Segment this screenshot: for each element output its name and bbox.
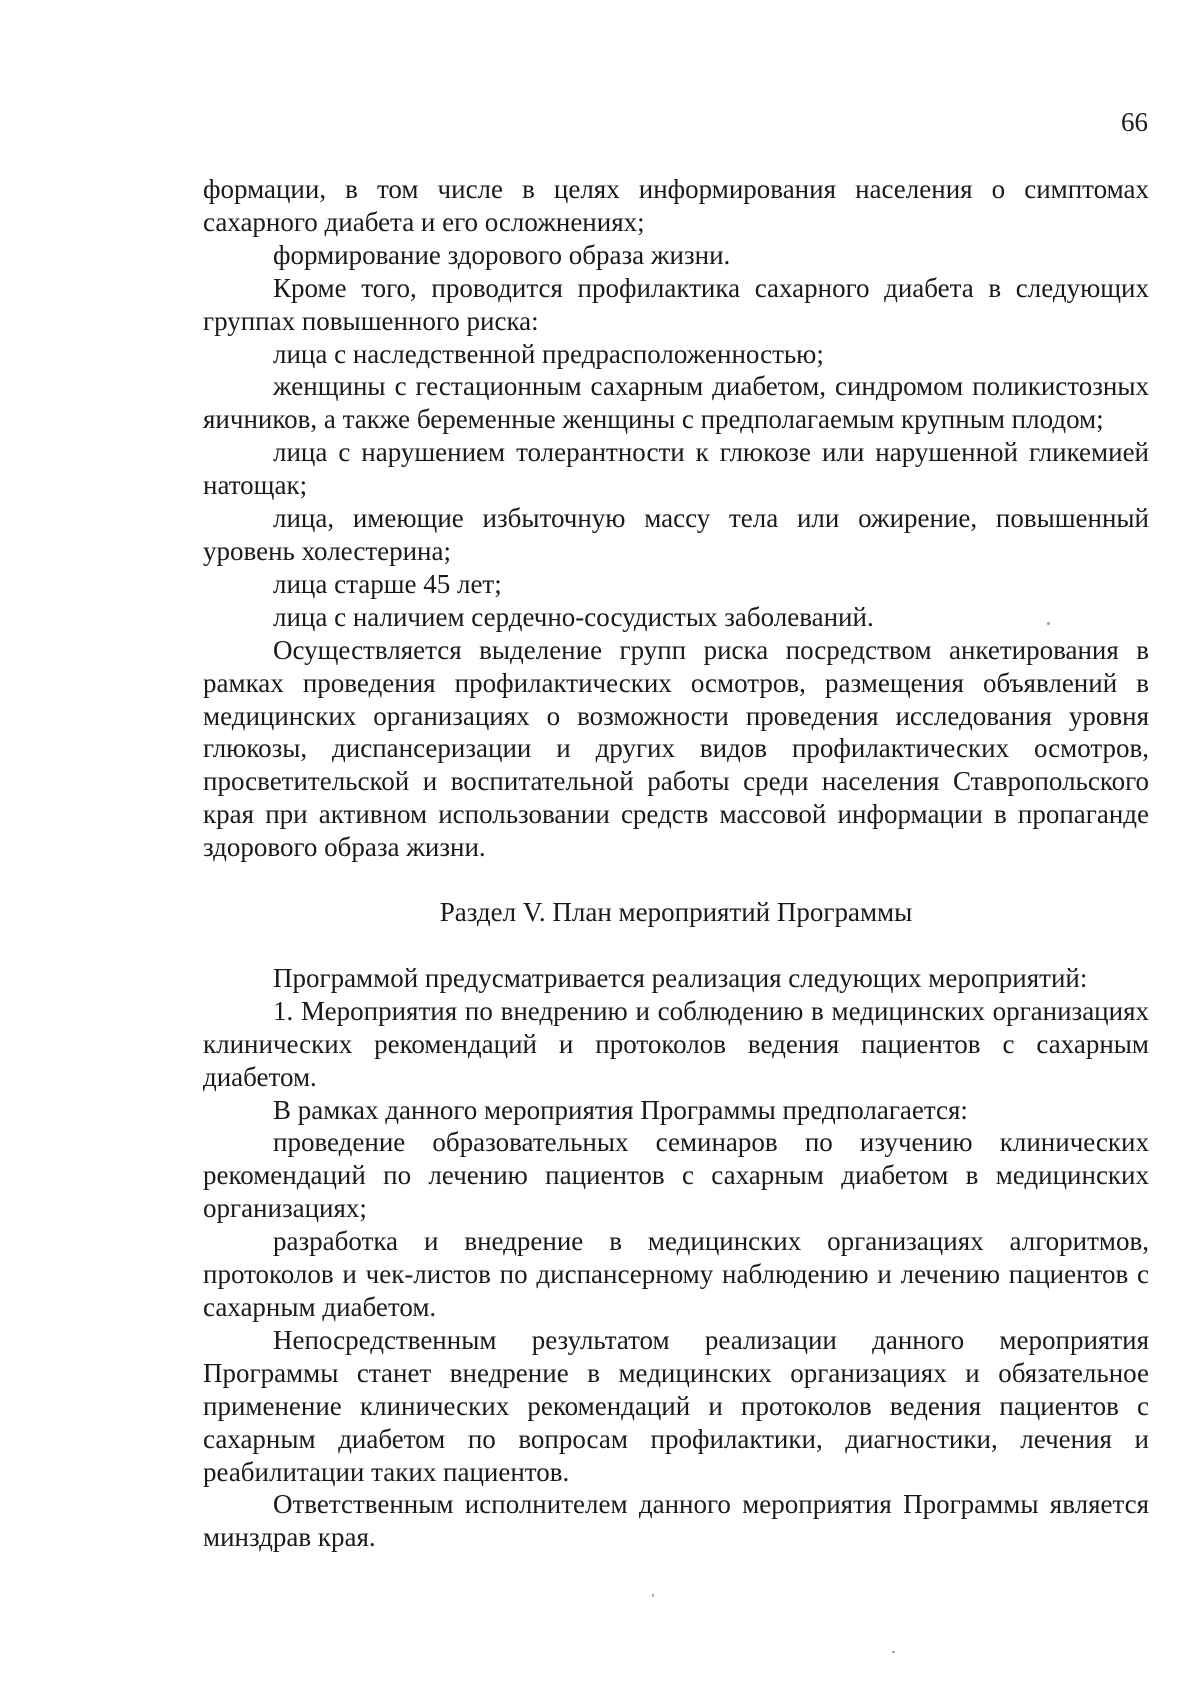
- paragraph: Ответственным исполнителем данного мероприятия Программы является минздрав края.: [203, 1489, 1149, 1553]
- page-number: 66: [1121, 107, 1148, 137]
- paragraphs-after-section: [203, 962, 1149, 1554]
- paragraphs-before-section: [203, 173, 1149, 864]
- paragraph: Кроме того, проводится профилактика сахарного диабета в следующих группах повышенного риска:: [203, 272, 1149, 336]
- paragraph: формирование здорового образа жизни.: [273, 239, 731, 270]
- paragraph: разработка и внедрение в медицинских организациях алгоритмов, протоколов и чек-листов по диспансерному наблюдению и лечению пациентов с сахарным диабетом.: [203, 1226, 1149, 1322]
- scan-speck: [892, 1651, 895, 1653]
- paragraph: Осуществляется выделение групп риска посредством анкетирования в рамках проведения профилактических осмотров, размещения объявлений в медицинских организациях о возможности проведения исследования уровня глюкозы, диспансеризации и других видов профилактических осмотров, просветительской и воспитательной работы среди населения Ставропольского края при активном использовании средств массовой информации в пропаганде здорового образа жизни.: [203, 634, 1149, 863]
- paragraph: лица старше 45 лет;: [273, 568, 502, 599]
- paragraph: формации, в том числе в целях информирования населения о симптомах сахарного диабета и его осложнениях;: [203, 174, 1149, 237]
- paragraph: женщины с гестационным сахарным диабетом, синдромом поликистозных яичников, а также беременные женщины с предполагаемым крупным плодом;: [203, 371, 1149, 435]
- paragraph: проведение образовательных семинаров по изучению клинических рекомендаций по лечению пациентов с сахарным диабетом в медицинских организациях;: [203, 1127, 1149, 1224]
- scan-speck: [1047, 622, 1050, 625]
- page-body: [203, 173, 1149, 1554]
- paragraph: лица с нарушением толерантности к глюкозе или нарушенной гликемией натощак;: [203, 437, 1149, 501]
- scan-speck: [652, 1594, 654, 1597]
- paragraph: Программой предусматривается реализация следующих мероприятий:: [273, 962, 1088, 993]
- section-heading: Раздел V. План мероприятий Программы: [439, 897, 913, 928]
- paragraph: 1. Мероприятия по внедрению и соблюдению в медицинских организациях клинических рекомендаций и протоколов ведения пациентов с сахарным диабетом.: [203, 995, 1149, 1092]
- paragraph: Непосредственным результатом реализации данного мероприятия Программы станет внедрение в медицинских организациях и обязательное применение клинических рекомендаций и протоколов ведения пациентов с сахарным диабетом по вопросам профилактики, диагностики, лечения и реабилитации таких пациентов.: [203, 1324, 1149, 1487]
- paragraph: лица, имеющие избыточную массу тела или ожирение, повышенный уровень холестерина;: [203, 503, 1149, 566]
- paragraph: лица с наличием сердечно-сосудистых заболеваний.: [273, 601, 874, 632]
- paragraph: В рамках данного мероприятия Программы предполагается:: [273, 1094, 968, 1125]
- paragraph: лица с наследственной предрасположенностью;: [273, 338, 824, 369]
